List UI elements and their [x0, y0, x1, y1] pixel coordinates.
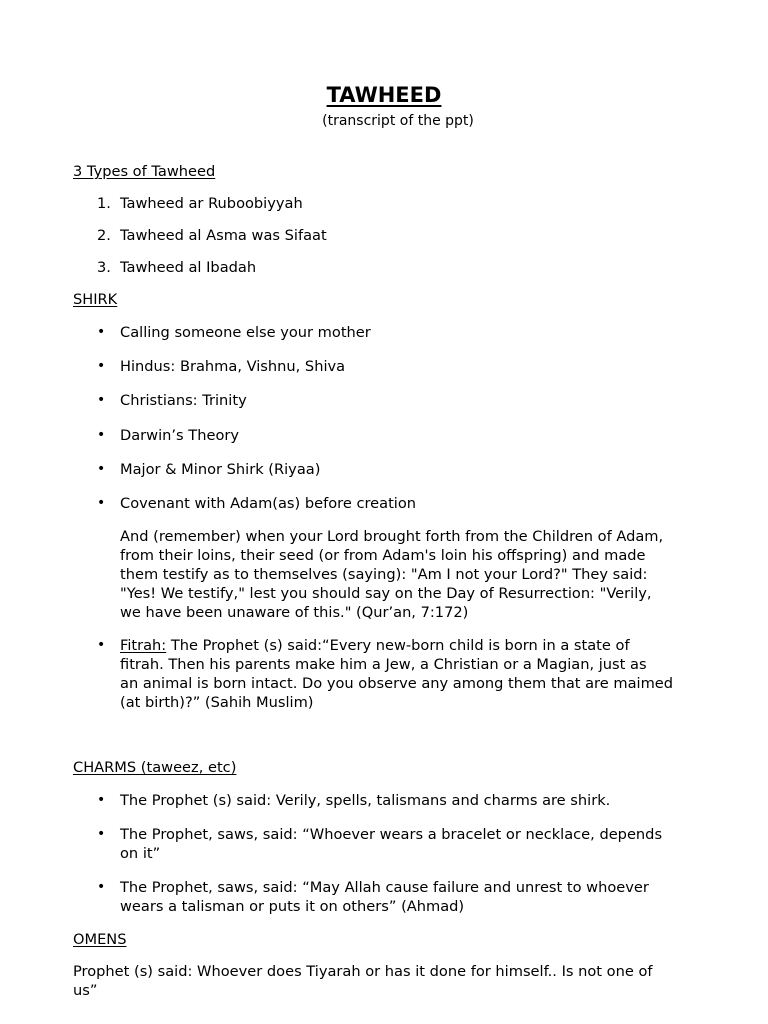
bullet-marker: •	[97, 792, 106, 808]
list-number: 1.	[97, 195, 111, 212]
section-heading-charms: CHARMS (taweez, etc)	[73, 759, 237, 776]
bullet-marker: •	[97, 637, 106, 653]
list-item-line: The Prophet, saws, said: “Whoever wears a bracelet or necklace, depends	[120, 826, 663, 843]
bullet-marker: •	[97, 324, 106, 340]
fitrah-line: (at birth)?” (Sahih Muslim)	[120, 694, 314, 711]
section-heading-shirk: SHIRK	[73, 291, 118, 308]
fitrah-line: an animal is born intact. Do you observe any among them that are maimed	[120, 675, 674, 692]
document-subtitle: (transcript of the ppt)	[322, 113, 474, 129]
fitrah-paragraph	[120, 636, 673, 712]
document-title-text: TAWHEED	[326, 83, 442, 107]
list-item: Covenant with Adam(as) before creation	[120, 495, 417, 512]
bullet-marker: •	[97, 826, 106, 842]
list-item: The Prophet (s) said: Verily, spells, talismans and charms are shirk.	[120, 792, 611, 809]
quote-line: from their loins, their seed (or from Adam's loin his offspring) and made	[120, 547, 646, 564]
fitrah-label: Fitrah:	[120, 637, 167, 654]
list-number: 3.	[97, 259, 111, 276]
bullet-marker: •	[97, 392, 106, 408]
quote-line: them testify as to themselves (saying): "Am I not your Lord?" They said:	[120, 566, 648, 583]
list-item: Darwin’s Theory	[120, 427, 240, 444]
list-item: Christians: Trinity	[120, 392, 247, 409]
omens-line: us”	[73, 982, 98, 999]
section-heading-omens: OMENS	[73, 931, 127, 948]
quote-line: And (remember) when your Lord brought forth from the Children of Adam,	[120, 528, 664, 545]
list-item: Major & Minor Shirk (Riyaa)	[120, 461, 321, 478]
fitrah-text: The Prophet (s) said:“Every new-born child is born in a state of	[166, 637, 630, 654]
list-number: 2.	[97, 227, 111, 244]
list-item	[120, 825, 662, 863]
list-item: Calling someone else your mother	[120, 324, 371, 341]
fitrah-line: fitrah. Then his parents make him a Jew, a Christian or a Magian, just as	[120, 656, 647, 673]
quote-line: we have been unaware of this." (Qur’an, 7:172)	[120, 604, 469, 621]
list-item: Tawheed al Asma was Sifaat	[120, 227, 327, 244]
list-item: Tawheed ar Ruboobiyyah	[120, 195, 303, 212]
bullet-marker: •	[97, 358, 106, 374]
document-title	[0, 82, 768, 108]
list-item-line: The Prophet, saws, said: “May Allah cause failure and unrest to whoever	[120, 879, 649, 896]
quote-line: "Yes! We testify," lest you should say on the Day of Resurrection: "Verily,	[120, 585, 652, 602]
quran-quote	[120, 527, 663, 622]
list-item: Hindus: Brahma, Vishnu, Shiva	[120, 358, 346, 375]
list-item-line: wears a talisman or puts it on others” (Ahmad)	[120, 898, 465, 915]
section-heading-types: 3 Types of Tawheed	[73, 163, 216, 180]
bullet-marker: •	[97, 461, 106, 477]
list-item: Tawheed al Ibadah	[120, 259, 257, 276]
omens-paragraph	[73, 962, 653, 1000]
bullet-marker: •	[97, 495, 106, 511]
omens-line: Prophet (s) said: Whoever does Tiyarah or has it done for himself.. Is not one of	[73, 963, 653, 980]
list-item-line: on it”	[120, 845, 161, 862]
list-item	[120, 878, 649, 916]
bullet-marker: •	[97, 879, 106, 895]
fitrah-first-line	[120, 636, 673, 655]
bullet-marker: •	[97, 427, 106, 443]
